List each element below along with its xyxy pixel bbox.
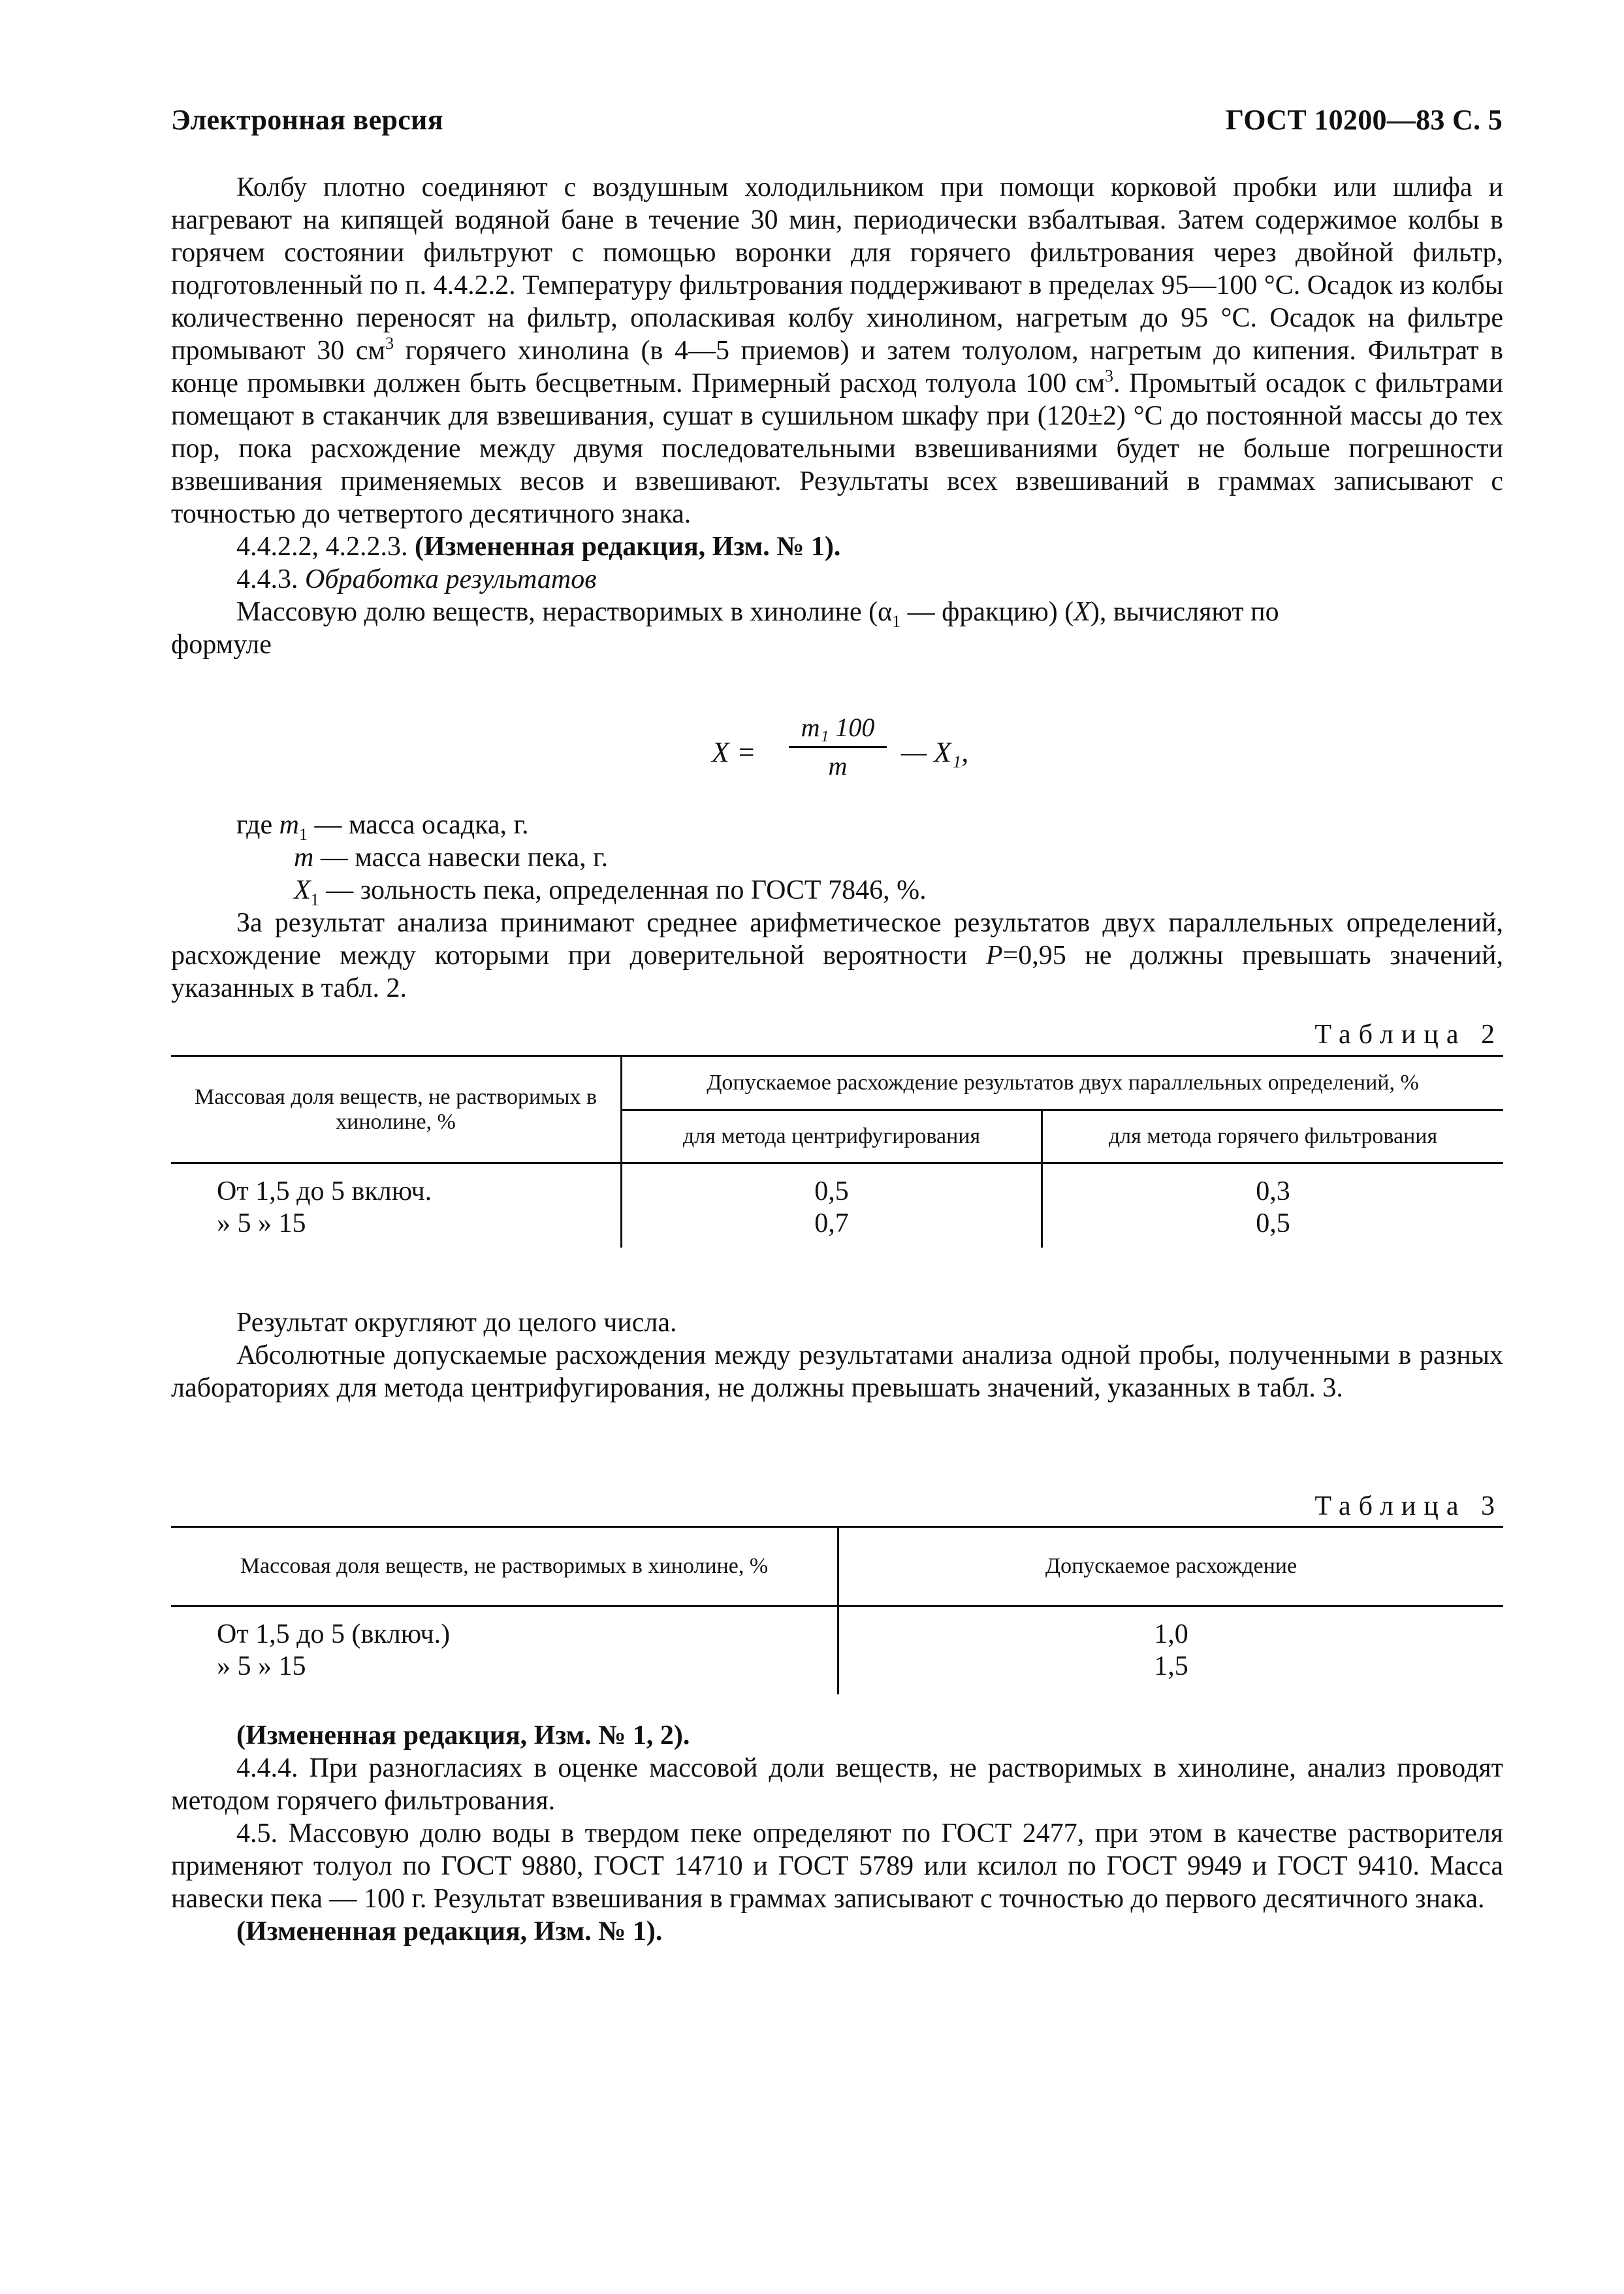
table3-header-col2: Допускаемое расхождение [838,1527,1504,1606]
table2-header-centrifuge: для метода центрифугирования [622,1110,1042,1163]
text-block-2 [171,809,1503,1005]
paragraph-rounding: Результат округляют до целого числа. [236,1308,677,1338]
table2-cell-range: » 5 » 15 [217,1208,306,1238]
paragraph-lab-discrepancy: Абсолютные допускаемые расхождения между результатами анализа одной пробы, полученными в разных лабораториях для метода центрифугирования, не должны превышать значений, указанных в табл. 3. [171,1340,1503,1403]
amendment-note-3: (Измененная редакция, Изм. № 1). [236,1916,663,1947]
table2-cell-hot: 0,5 [1042,1208,1503,1248]
paragraph-4-4-4: 4.4.4. При разногласиях в оценке массовой доли веществ, не растворимых в хинолине, анализ проводят методом горячего фильтрования. [171,1753,1503,1816]
paragraph-4-5: 4.5. Массовую долю воды в твердом пеке определяют по ГОСТ 2477, при этом в качестве растворителя применяют толуол по ГОСТ 9880, ГОСТ 14710 и ГОСТ 5789 или ксилол по ГОСТ 9949 и ГОСТ 9410. Масса навески пека — 100 г. Результат взвешивания в граммах записывают с точностью до первого десятичного знака. [171,1818,1503,1914]
text-block-4 [171,1719,1503,1948]
formula-fraction [789,712,887,782]
table-row [171,1163,1503,1208]
table2-cell-centrifuge: 0,5 [622,1163,1042,1208]
paragraph-result: За результат анализа принимают среднее арифметическое результатов двух параллельных определений, расхождение между которыми при доверительной вероятности P=0,95 не должны превышать значений, указанных в табл. 2. [171,908,1503,1003]
formula-lhs: X = [712,736,756,768]
text-block-3 [171,1306,1503,1404]
table2-header-col1: Массовая доля веществ, не растворимых в хинолине, % [171,1056,622,1163]
table3 [171,1526,1503,1694]
table3-cell-value: 1,0 [838,1606,1504,1651]
table-row [171,1208,1503,1248]
paragraph-procedure: Колбу плотно соединяют с воздушным холодильником при помощи корковой пробки или шлифа и нагревают на кипящей водяной бане в течение 30 мин, периодически взбалтывая. Затем содержимое колбы в горячем состоянии фильтруют с помощью воронки для горячего фильтрования через двойной фильтр, подготовленный по п. 4.4.2.2. Температуру фильтрования поддерживают в пределах 95—100 °С. Осадок из колбы количественно переносят на фильтр, ополаскивая колбу хинолином, нагретым до 95 °С. Осадок на фильтре промывают 30 $см^3$ горячего хинолина (в 4—5 приемов) и затем толуолом, нагретым до кипения. Фильтрат в конце промывки должен быть бесцветным. Примерный расход толуола 100 $см^3$. Промытый осадок с фильтрами помещают в стаканчик для взвешивания, сушат в сушильном шкафу при (120±2) °С до постоянной массы до тех пор, пока расхождение между двумя последовательными взвешиваниями будет не больше погрешности взвешивания применяемых весов и взвешивают. Результаты всех взвешиваний в граммах записывают с точностью до четвертого десятичного знака. [171,172,1503,529]
table3-caption: Таблица 3 [1314,1491,1503,1521]
table2-caption: Таблица 2 [1314,1020,1503,1050]
table2-header-group: Допускаемое расхождение результатов двух параллельных определений, % [622,1056,1504,1110]
header-right: ГОСТ 10200—83 С. 5 [1226,104,1503,136]
table2-cell-range: От 1,5 до 5 включ. [217,1176,432,1206]
table2 [171,1055,1503,1248]
header-left: Электронная версия [171,104,443,136]
where-line-m: m — масса навески пека, г. [294,843,609,873]
paragraph-formula-word: формуле [171,630,272,660]
table2-header-hot-filtration: для метода горячего фильтрования [1042,1110,1503,1163]
formula [712,705,1012,803]
table3-header-col1: Массовая доля веществ, не растворимых в хинолине, % [171,1527,838,1606]
amendment-note-1: 4.4.2.2, 4.2.2.3. (Измененная редакция, Изм. № 1). [236,532,841,562]
table3-cell-range: От 1,5 до 5 (включ.) [217,1619,451,1649]
table2-cell-centrifuge: 0,7 [622,1208,1042,1248]
where-line-m1: где $m_1$ — масса осадка, г. [236,810,529,844]
text-block-1 [171,171,1503,661]
table-row [171,1606,1503,1651]
formula-rhs: — X₁, [901,736,969,768]
formula-numerator: m₁ 100 [801,713,875,742]
formula-denominator: m [828,751,848,781]
where-line-x1: $X_1$ — зольность пека, определенная по ГОСТ 7846, %. [294,875,927,909]
fraction-bar [789,746,887,748]
table-row [171,1651,1503,1694]
table3-cell-value: 1,5 [838,1651,1504,1694]
table3-cell-range: » 5 » 15 [217,1651,306,1681]
amendment-note-2: (Измененная редакция, Изм. № 1, 2). [236,1720,690,1751]
section-4-4-3-heading: 4.4.3. Обработка результатов [236,564,597,594]
table2-cell-hot: 0,3 [1042,1163,1503,1208]
paragraph-calculation: Массовую долю веществ, нерастворимых в хинолине ($\alpha_1$ — фракцию) (X), вычисляют по [236,597,1279,631]
